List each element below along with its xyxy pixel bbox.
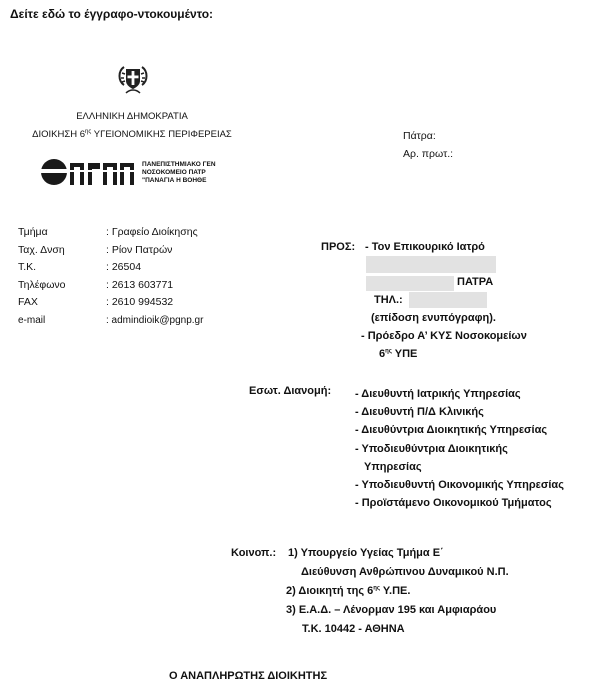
koinop-line-1: 1) Υπουργείο Υγείας Τμήμα Ε΄	[288, 547, 444, 559]
hospital-line: ΠΑΝΕΠΙΣΤΗΜΙΑΚΟ ΓΕΝ	[142, 161, 216, 168]
list-item: - Διευθύντρια Διοικητικής Υπηρεσίας	[355, 424, 548, 437]
intro-text: Δείτε εδώ το έγγραφο-ντοκουμέντο:	[10, 7, 214, 21]
contact-labels	[18, 224, 66, 330]
protocol-label: Αρ. πρωτ.:	[403, 148, 454, 160]
contact-email: : admindioik@pgnp.gr	[106, 314, 204, 326]
hospital-line: "ΠΑΝΑΓΙΑ Η ΒΟΗΘΕ	[142, 177, 207, 184]
greek-emblem-icon	[116, 63, 150, 99]
contact-label: Τ.Κ.	[18, 261, 37, 274]
contact-label: Τηλέφωνο	[18, 278, 66, 291]
list-item: - Υποδιευθύντρια Διοικητικής	[355, 442, 508, 455]
list-item: Υπηρεσίας	[364, 460, 422, 473]
contact-value: : 2610 994532	[106, 296, 174, 309]
redacted-name	[366, 256, 496, 273]
redacted-phone	[409, 292, 487, 308]
pros-label: ΠΡΟΣ:	[321, 241, 356, 253]
contact-value: : Γραφείο Διοίκησης	[106, 226, 198, 238]
koinop-line-5: Τ.Κ. 10442 - ΑΘΗΝΑ	[302, 623, 405, 635]
recipient-delivery: (επίδοση ενυπόγραφη).	[371, 312, 496, 324]
internal-distribution-list	[355, 385, 564, 512]
recipient-to: - Τον Επικουρικό Ιατρό	[365, 241, 485, 253]
contact-label: Τμήμα	[18, 226, 48, 238]
contact-values	[106, 224, 203, 330]
list-item: - Διευθυντή Ιατρικής Υπηρεσίας	[355, 388, 521, 400]
recipient-ype: $6^{\eta\varsigma}$ ΥΠΕ	[379, 348, 418, 360]
hospital-logo	[40, 157, 136, 187]
internal-distribution-label: Εσωτ. Διανομή:	[249, 385, 332, 397]
koinop-line-4: 3) Ε.Α.Δ. – Λένορμαν 195 και Αμφιαράου	[286, 604, 497, 616]
contact-label: Ταχ. Δνση	[18, 243, 65, 256]
contact-label: e-mail	[18, 314, 46, 326]
list-item: - Προϊστάμενο Οικονομικού Τμήματος	[355, 497, 552, 510]
recipient-president: - Πρόεδρο Α’ ΚΥΣ Νοσοκομείων	[361, 330, 527, 342]
list-item: - Διευθυντή Π/Δ Κλινικής	[355, 406, 484, 419]
list-item: - Υποδιευθυντή Οικονομικής Υπηρεσίας	[355, 479, 564, 492]
redacted-address	[366, 276, 454, 291]
republic-title: ΕΛΛΗΝΙΚΗ ΔΗΜΟΚΡΑΤΙΑ	[76, 111, 188, 122]
hospital-line: ΝΟΣΟΚΟΜΕΙΟ ΠΑΤΡ	[142, 169, 206, 176]
hospital-logo-mark-icon	[40, 157, 136, 187]
contact-value: : Ρίον Πατρών	[106, 243, 173, 256]
contact-value: : 2613 603771	[106, 278, 174, 291]
recipient-city: ΠΑΤΡΑ	[457, 276, 494, 288]
recipient-tel-label: ΤΗΛ.:	[374, 294, 403, 306]
hospital-name	[142, 161, 216, 185]
koinop-line-3: 2) Διοικητή της $6^{\eta\varsigma}$ Υ.ΠΕ.	[286, 585, 411, 597]
authority-title: ΔΙΟΙΚΗΣΗ $6^{\eta\varsigma}$ ΥΓΕΙΟΝΟΜΙΚΗΣ ΠΕΡΙΦΕΡΕΙΑΣ	[32, 128, 232, 140]
contact-value: : 26504	[106, 261, 142, 274]
koinop-label: Κοινοπ.:	[231, 547, 277, 559]
contact-label: FAX	[18, 296, 38, 309]
koinop-line-2: Διεύθυνση Ανθρώπινου Δυναμικού Ν.Π.	[301, 566, 509, 578]
signature-title: Ο ΑΝΑΠΛΗΡΩΤΗΣ ΔΙΟΙΚΗΤΗΣ	[169, 670, 328, 682]
city-date-label: Πάτρα:	[403, 130, 436, 142]
